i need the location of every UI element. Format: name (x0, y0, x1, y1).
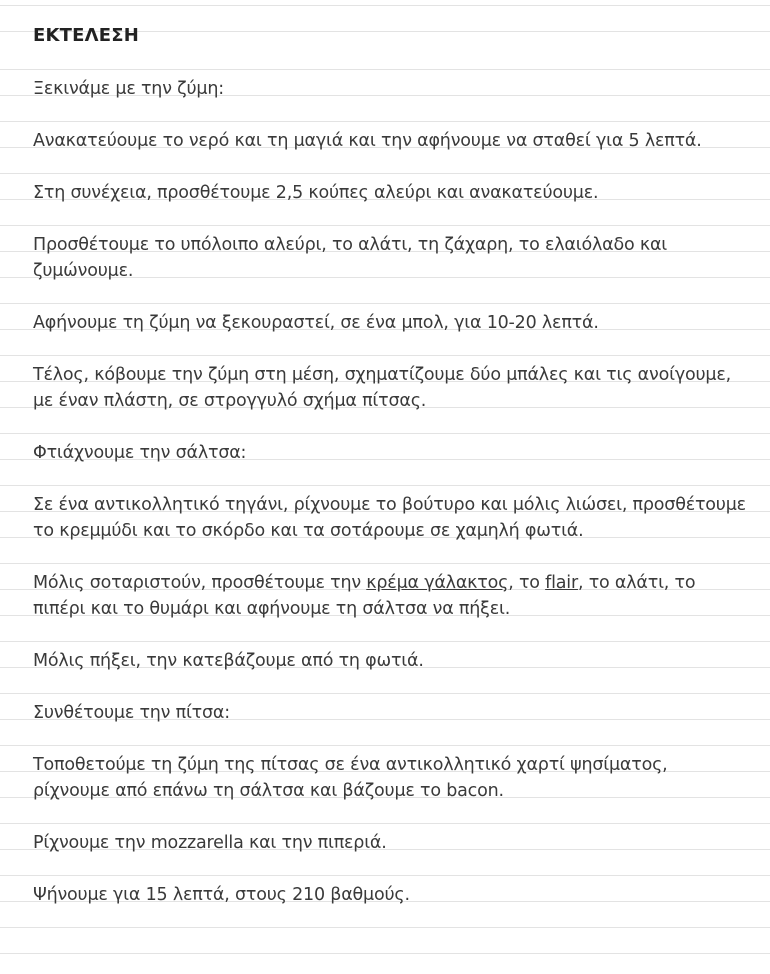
step-item: Τοποθετούμε τη ζύμη της πίτσας σε ένα αντικολλητικό χαρτί ψησίματος, ρίχνουμε από επάνω τη σάλτσα και βάζουμε το bacon. (33, 755, 668, 801)
steps-list (33, 76, 748, 934)
section-heading: ΕΚΤΕΛΕΣΗ (33, 25, 140, 46)
step-item: Συνθέτουμε την πίτσα: (33, 703, 230, 723)
step-item: Σε ένα αντικολλητικό τηγάνι, ρίχνουμε το βούτυρο και μόλις λιώσει, προσθέτουμε το κρεμμύδι και το σκόρδο και τα σοτάρουμε σε χαμηλή φωτιά. (33, 495, 746, 541)
step-text: , το (508, 573, 546, 593)
step-item: Προσθέτουμε το υπόλοιπο αλεύρι, το αλάτι, τη ζάχαρη, το ελαιόλαδο και ζυμώνουμε. (33, 235, 668, 281)
step-item: Ρίχνουμε την mozzarella και την πιπεριά. (33, 833, 387, 853)
step-item: Μόλις πήξει, την κατεβάζουμε από τη φωτιά. (33, 651, 424, 671)
step-item: Ξεκινάμε με την ζύμη: (33, 79, 224, 99)
step-item: Φτιάχνουμε την σάλτσα: (33, 443, 247, 463)
step-item: Ψήνουμε για 15 λεπτά, στους 210 βαθμούς. (33, 885, 410, 905)
step-text: Μόλις σοταριστούν, προσθέτουμε την (33, 573, 367, 593)
step-item: Τέλος, κόβουμε την ζύμη στη μέση, σχηματίζουμε δύο μπάλες και τις ανοίγουμε, με έναν πλάστη, σε στρογγυλό σχήμα πίτσας. (33, 365, 731, 411)
step-text: , το αλάτι, το πιπέρι και το θυμάρι και αφήνουμε τη σάλτσα να πήξει. (33, 573, 696, 619)
step-item: Στη συνέχεια, προσθέτουμε 2,5 κούπες αλεύρι και ανακατεύουμε. (33, 183, 599, 203)
step-item (33, 570, 748, 622)
step-item: Αφήνουμε τη ζύμη να ξεκουραστεί, σε ένα μπολ, για 10-20 λεπτά. (33, 313, 599, 333)
cream-link[interactable]: κρέμα γάλακτος (366, 573, 509, 593)
flair-link[interactable]: flair (545, 573, 578, 593)
step-item: Ανακατεύουμε το νερό και τη μαγιά και την αφήνουμε να σταθεί για 5 λεπτά. (33, 131, 702, 151)
